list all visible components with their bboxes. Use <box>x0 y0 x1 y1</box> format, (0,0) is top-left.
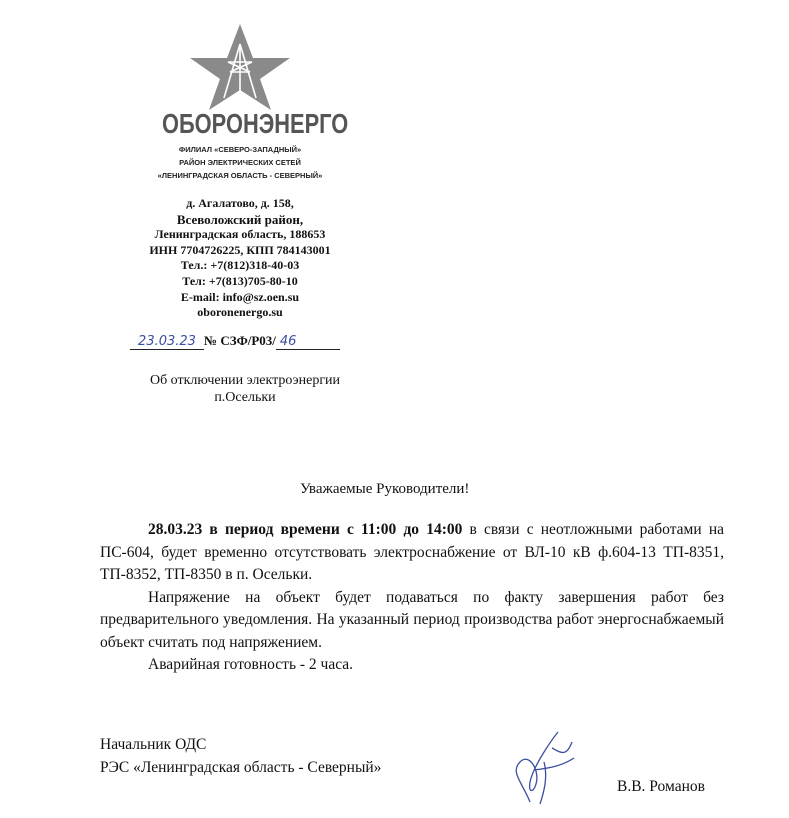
address-line: Тел: +7(813)705-80-10 <box>182 273 298 288</box>
address-line: Всеволожский район, <box>176 211 304 227</box>
signatory-position: Начальник ОДС <box>100 736 207 753</box>
subject-line: Об отключении электроэнергии <box>149 373 341 388</box>
star-tower-icon <box>150 22 330 110</box>
letter-subject <box>110 372 380 406</box>
outage-details: в связи с неотложными работами на ПС-604, будет временно отсутствовать электроснабжение от ВЛ-10 кВ ф.604-13 ТП-8351, ТП-8352, ТП-8350 в п. Осельки. <box>100 521 724 583</box>
address-line: E-mail: info@sz.oen.su <box>180 289 300 304</box>
outage-period: 28.03.23 в период времени с 11:00 до 14:00 <box>148 521 463 538</box>
letter-body <box>100 519 724 677</box>
address-line: ИНН 7704726225, КПП 784143001 <box>149 242 331 257</box>
handwritten-signature <box>500 722 590 817</box>
branch-name: ФИЛИАЛ «СЕВЕРО-ЗАПАДНЫЙ» <box>178 145 302 154</box>
subject-line: п.Осельки <box>214 390 276 405</box>
reference-date: 23.03.23 <box>130 334 204 350</box>
brand-name: ОБОРОНЭНЕРГО <box>162 108 349 139</box>
region-name: «ЛЕНИНГРАДСКАЯ ОБЛАСТЬ - СЕВЕРНЫЙ» <box>157 171 323 180</box>
signatory-title <box>100 734 381 779</box>
paragraph-readiness: Аварийная готовность - 2 часа. <box>148 656 354 673</box>
address-block <box>90 196 390 321</box>
signatory-name: В.В. Романов <box>617 778 705 795</box>
signatory-department: РЭС «Ленинградская область - Северный» <box>100 758 382 776</box>
paragraph-outage <box>100 519 724 587</box>
address-line: Ленинградская область, 188653 <box>154 227 326 242</box>
outgoing-reference <box>130 333 340 350</box>
paragraph-voltage: Напряжение на объект будет подаваться по факту завершения работ без предварительного уведомления. На указанный период производства работ энергоснабжаемый объект считать под напряжением. <box>100 588 724 651</box>
reference-number: 46 <box>276 334 340 350</box>
address-line: oboronenergo.su <box>197 305 283 320</box>
reference-prefix: № СЗФ/Р03/ <box>204 333 276 348</box>
greeting: Уважаемые Руководители! <box>300 481 470 497</box>
address-line: д. Агалатово, д. 158, <box>186 196 294 210</box>
district-name: РАЙОН ЭЛЕКТРИЧЕСКИХ СЕТЕЙ <box>179 158 301 167</box>
company-logo <box>150 22 330 115</box>
address-line: Тел.: +7(812)318-40-03 <box>180 258 300 273</box>
